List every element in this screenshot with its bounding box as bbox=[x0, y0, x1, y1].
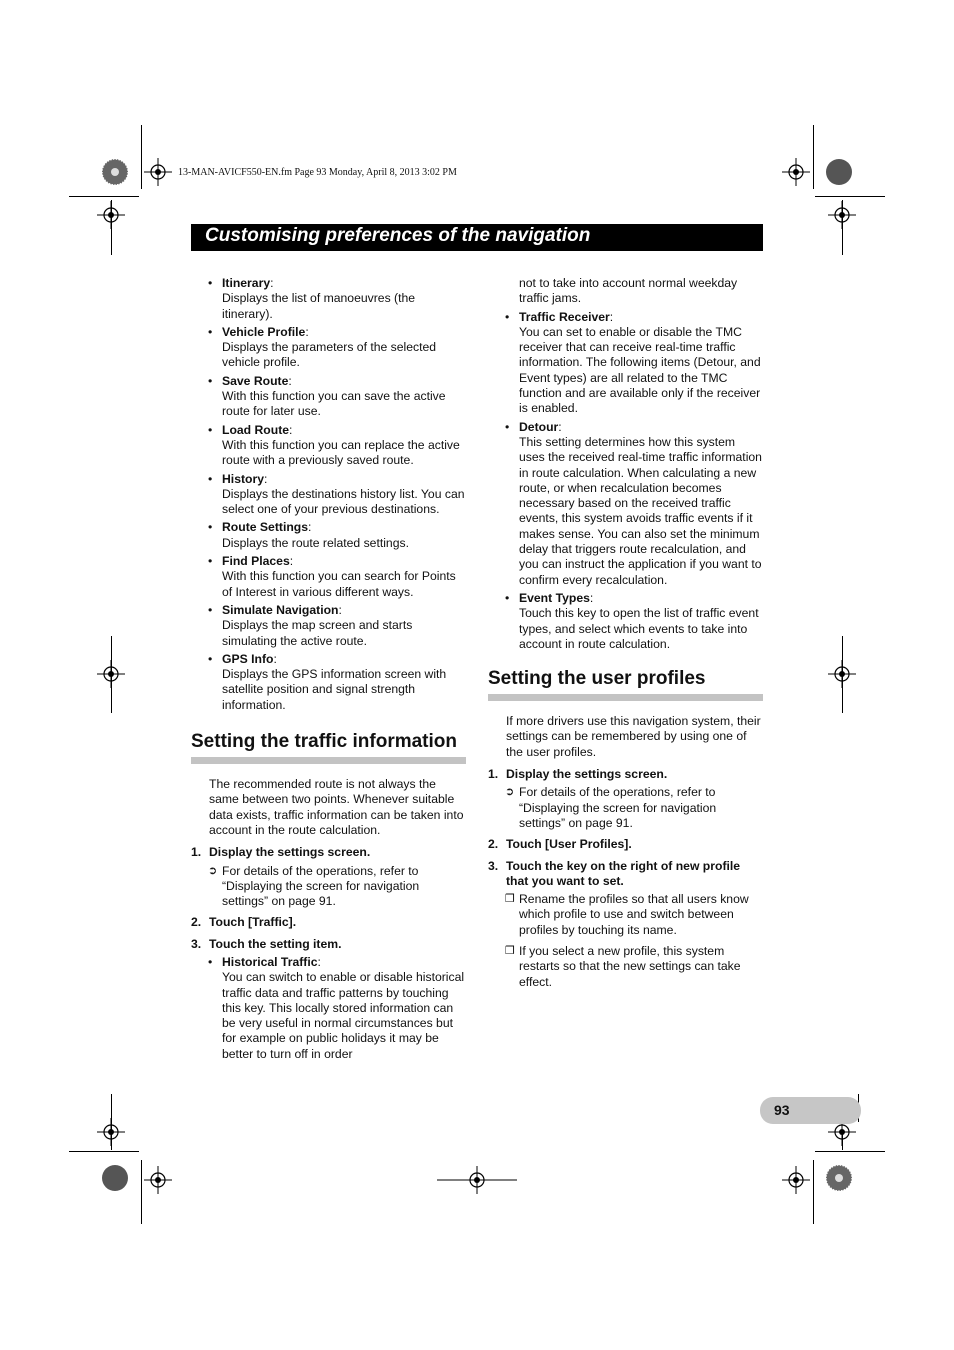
item-title: History bbox=[222, 471, 264, 486]
item-description: Displays the GPS information screen with satellite position and signal strength information. bbox=[222, 667, 447, 712]
item-description: With this function you can save the active route for later use. bbox=[222, 389, 446, 419]
profiles-step-3 bbox=[488, 859, 763, 890]
menu-item: • Itinerary: Displays the list of manoeuvres (the itinerary). bbox=[191, 276, 466, 322]
step-text: Touch the key on the right of new profile that you want to set. bbox=[506, 858, 741, 888]
item-title: Save Route bbox=[222, 373, 289, 388]
crop-line bbox=[815, 196, 885, 197]
profiles-step-1 bbox=[488, 767, 763, 782]
item-title: Simulate Navigation bbox=[222, 602, 339, 617]
registration-target-icon bbox=[782, 1166, 810, 1194]
crop-line bbox=[813, 1160, 814, 1224]
note-text: Rename the profiles so that all users know which profile to use and switch between profiles by touching its name. bbox=[519, 892, 749, 937]
chapter-banner bbox=[191, 224, 763, 251]
profiles-section-heading: Setting the user profiles bbox=[488, 668, 763, 701]
step-text: Touch the setting item. bbox=[209, 936, 342, 951]
item-title: Find Places bbox=[222, 554, 290, 569]
left-column bbox=[191, 276, 466, 1065]
bullet bbox=[505, 310, 509, 325]
bullet bbox=[208, 276, 212, 291]
traffic-setting-item: • Traffic Receiver: You can set to enable or disable the TMC receiver that can receive real-time traffic information. The following items (Detour, and Event types) are all related to the TMC function and are available only if the receiver is enabled. bbox=[488, 310, 763, 417]
right-column bbox=[488, 276, 763, 996]
registration-target-icon bbox=[144, 158, 172, 186]
step-number: 1. bbox=[488, 767, 499, 782]
step-number: 1. bbox=[191, 845, 202, 860]
bullet bbox=[208, 652, 212, 667]
item-description: Displays the parameters of the selected vehicle profile. bbox=[222, 340, 437, 370]
arrow-reference-icon: ➲ bbox=[505, 786, 515, 799]
item-description: Displays the map screen and starts simulating the active route. bbox=[222, 618, 413, 648]
bullet bbox=[208, 423, 212, 438]
note-text: If you select a new profile, this system restarts so that the new settings can take effect. bbox=[519, 943, 741, 989]
step-number: 3. bbox=[488, 858, 499, 873]
crop-line bbox=[141, 1160, 142, 1224]
traffic-intro: The recommended route is not always the same between two points. Whenever suitable data exists, traffic information can be taken into account in the route calculation. bbox=[209, 777, 464, 837]
traffic-step-3 bbox=[191, 937, 466, 952]
checkbox-bullet-icon: ❒ bbox=[505, 893, 515, 906]
bullet bbox=[208, 325, 212, 340]
bullet bbox=[208, 554, 212, 569]
step-text: Touch [Traffic]. bbox=[209, 915, 297, 930]
registration-target-icon bbox=[97, 660, 125, 688]
bullet bbox=[505, 591, 509, 606]
starburst-mark-icon bbox=[825, 1164, 853, 1192]
page-number: 93 bbox=[774, 1102, 790, 1118]
step-number: 2. bbox=[488, 837, 499, 852]
note-text: For details of the operations, refer to “Displaying the screen for navigation settings” on page 91. bbox=[519, 785, 717, 830]
item-title: Historical Traffic bbox=[222, 954, 318, 969]
starburst-mark-icon bbox=[825, 158, 853, 186]
menu-item: • Route Settings: Displays the route related settings. bbox=[191, 520, 466, 551]
traffic-step-1-note bbox=[191, 864, 466, 910]
starburst-mark-icon bbox=[101, 158, 129, 186]
item-description: Touch this key to open the list of traffic event types, and select which events to take into account in route calculation. bbox=[519, 606, 759, 651]
registration-target-icon bbox=[828, 201, 856, 229]
bullet bbox=[208, 520, 212, 535]
chapter-title: Customising preferences of the navigation bbox=[205, 225, 591, 246]
item-title: Traffic Receiver bbox=[519, 309, 610, 324]
profiles-intro: If more drivers use this navigation system, their settings can be remembered by using one of the user profiles. bbox=[506, 714, 761, 759]
checkbox-bullet-icon: ❒ bbox=[505, 944, 515, 957]
profile-note bbox=[488, 892, 763, 938]
traffic-item-list bbox=[488, 310, 763, 653]
item-description: With this function you can search for Points of Interest in various different ways. bbox=[222, 569, 456, 599]
registration-target-icon bbox=[828, 660, 856, 688]
item-title: GPS Info bbox=[222, 651, 274, 666]
item-description: Displays the list of manoeuvres (the itinerary). bbox=[222, 291, 416, 321]
note-text: For details of the operations, refer to “Displaying the screen for navigation settings” on page 91. bbox=[222, 863, 420, 909]
crop-line bbox=[69, 1151, 139, 1152]
step-text: Display the settings screen. bbox=[209, 845, 371, 860]
traffic-step-1 bbox=[191, 845, 466, 860]
registration-target-icon bbox=[97, 1118, 125, 1146]
page-number-tab bbox=[760, 1097, 861, 1124]
registration-target-icon bbox=[144, 1166, 172, 1194]
item-title: Load Route bbox=[222, 422, 290, 437]
item-title: Event Types bbox=[519, 590, 590, 605]
traffic-section-heading: Setting the traffic information bbox=[191, 731, 466, 764]
bullet bbox=[208, 374, 212, 389]
traffic-setting-item: • Detour: This setting determines how this system uses the received real-time traffic information in route calculation. When calculating a new route, or when recalculation becomes necessary based on the received traffic events, this system avoids traffic events if it makes sense. You can also set the minimum delay that triggers route recalculation, and you can instruct the application if you want to confirm every recalculation. bbox=[488, 420, 763, 588]
profiles-notes bbox=[488, 892, 763, 990]
profiles-step-2 bbox=[488, 837, 763, 852]
starburst-mark-icon bbox=[101, 1164, 129, 1192]
traffic-step-2 bbox=[191, 915, 466, 930]
bullet bbox=[208, 603, 212, 618]
menu-item: • Save Route: With this function you can save the active route for later use. bbox=[191, 374, 466, 420]
registration-target-icon bbox=[437, 1166, 517, 1194]
traffic-setting-item: • Event Types: Touch this key to open the list of traffic event types, and select which events to take into account in route calculation. bbox=[488, 591, 763, 652]
profiles-step-1-note bbox=[488, 785, 763, 831]
menu-item-list bbox=[191, 276, 466, 713]
registration-target-icon bbox=[97, 201, 125, 229]
item-description: You can switch to enable or disable historical traffic data and traffic patterns by touching this key. This locally stored information can be very useful in normal circumstances but for example on public holidays it may be better to turn off in order bbox=[222, 970, 465, 1061]
item-title: Route Settings bbox=[222, 520, 308, 535]
item-description: This setting determines how this system uses the received real-time traffic information in route calculation. When calculating a new route, or when recalculation becomes necessary based on the received traffic events, this system avoids traffic events if it makes sense. You can also set the minimum delay that triggers route recalculation, and you can instruct the application if you want to confirm every recalculation. bbox=[519, 434, 762, 587]
step-number: 2. bbox=[191, 915, 202, 930]
item-description: Displays the route related settings. bbox=[222, 535, 409, 550]
item-description: Displays the destinations history list. You can select one of your previous destinations. bbox=[222, 486, 465, 517]
step-text: Touch [User Profiles]. bbox=[506, 837, 632, 852]
menu-item: • Vehicle Profile: Displays the parameters of the selected vehicle profile. bbox=[191, 325, 466, 371]
profile-note bbox=[488, 944, 763, 990]
item-title: Detour bbox=[519, 419, 559, 434]
item-title: Itinerary bbox=[222, 276, 271, 290]
bullet bbox=[208, 955, 212, 970]
step-text: Display the settings screen. bbox=[506, 767, 668, 782]
menu-item: • History: Displays the destinations history list. You can select one of your previous destinations. bbox=[191, 472, 466, 518]
bullet bbox=[505, 420, 509, 435]
crop-line bbox=[815, 1151, 885, 1152]
crop-line bbox=[69, 196, 139, 197]
historical-traffic-continued: not to take into account normal weekday traffic jams. bbox=[519, 276, 738, 306]
menu-item: • Find Places: With this function you can search for Points of Interest in various different ways. bbox=[191, 554, 466, 600]
registration-target-icon bbox=[782, 158, 810, 186]
item-title: Vehicle Profile bbox=[222, 324, 306, 339]
menu-item: • Load Route: With this function you can replace the active route with a previously saved route. bbox=[191, 423, 466, 469]
bullet bbox=[208, 472, 212, 487]
menu-item: • Simulate Navigation: Displays the map screen and starts simulating the active route. bbox=[191, 603, 466, 649]
crop-line bbox=[813, 125, 814, 189]
arrow-reference-icon: ➲ bbox=[208, 864, 218, 877]
historical-traffic-item: • Historical Traffic: You can switch to enable or disable historical traffic data and traffic patterns by touching this key. This locally stored information can be very useful in normal circumstances but for example on public holidays it may be better to turn off in order bbox=[191, 955, 466, 1062]
file-info-line: 13-MAN-AVICF550-EN.fm Page 93 Monday, April 8, 2013 3:02 PM bbox=[178, 167, 457, 178]
menu-item: • GPS Info: Displays the GPS information screen with satellite position and signal strength information. bbox=[191, 652, 466, 713]
crop-line bbox=[141, 125, 142, 189]
step-number: 3. bbox=[191, 936, 202, 951]
item-description: With this function you can replace the active route with a previously saved route. bbox=[222, 437, 460, 468]
item-description: You can set to enable or disable the TMC receiver that can receive real-time traffic information. The following items (Detour, and Event types) are all related to the TMC function and are available only if the receiver is enabled. bbox=[519, 324, 761, 416]
